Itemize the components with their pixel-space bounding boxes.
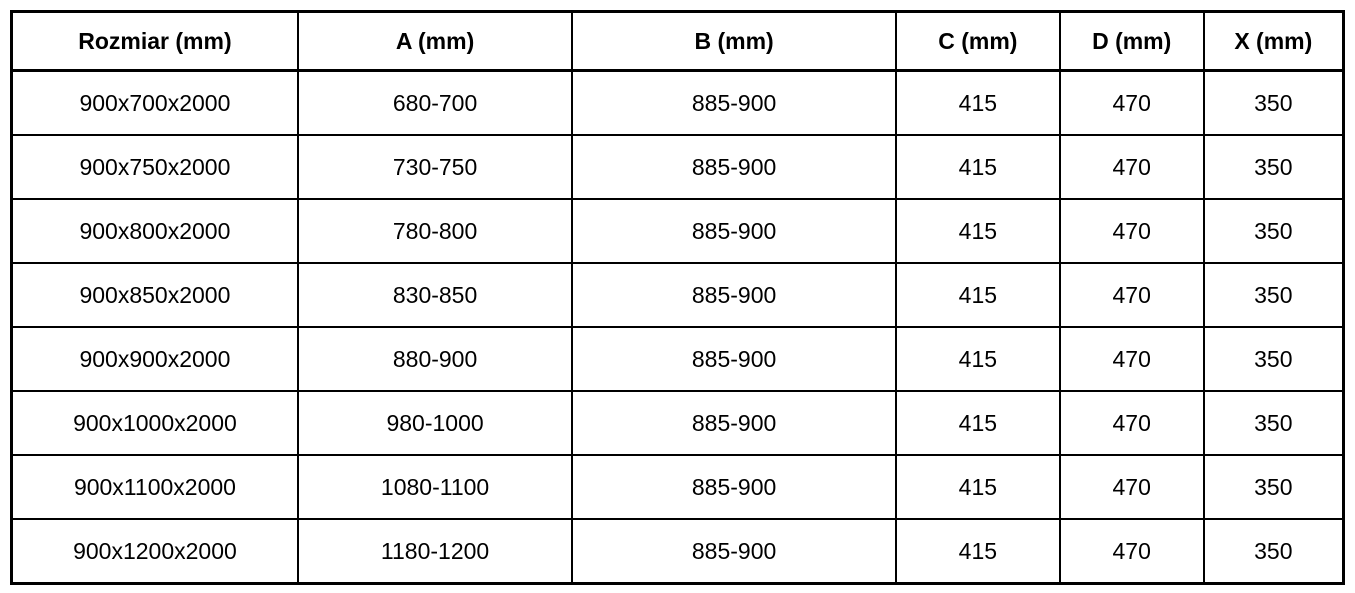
table-cell: 885-900 [572, 391, 896, 455]
column-header-a: A (mm) [298, 12, 572, 71]
table-cell: 470 [1060, 263, 1204, 327]
table-cell: 470 [1060, 71, 1204, 136]
table-row [12, 263, 1344, 327]
table-cell: 900x1000x2000 [12, 391, 298, 455]
table-cell: 900x1100x2000 [12, 455, 298, 519]
table-cell: 885-900 [572, 327, 896, 391]
column-header-b: B (mm) [572, 12, 896, 71]
table-cell: 470 [1060, 455, 1204, 519]
table-cell: 900x900x2000 [12, 327, 298, 391]
table-cell: 415 [896, 391, 1060, 455]
table-row [12, 327, 1344, 391]
column-header-d: D (mm) [1060, 12, 1204, 71]
table-cell: 415 [896, 327, 1060, 391]
table-cell: 350 [1204, 135, 1344, 199]
table-cell: 415 [896, 71, 1060, 136]
table-row [12, 455, 1344, 519]
table-cell: 415 [896, 263, 1060, 327]
table-cell: 350 [1204, 263, 1344, 327]
table-cell: 900x1200x2000 [12, 519, 298, 584]
table-cell: 900x850x2000 [12, 263, 298, 327]
size-spec-table [10, 10, 1345, 585]
table-cell: 680-700 [298, 71, 572, 136]
table-cell: 730-750 [298, 135, 572, 199]
column-header-rozmiar: Rozmiar (mm) [12, 12, 298, 71]
table-cell: 350 [1204, 391, 1344, 455]
table-cell: 470 [1060, 391, 1204, 455]
table-cell: 470 [1060, 519, 1204, 584]
table-cell: 350 [1204, 199, 1344, 263]
header-row [12, 12, 1344, 71]
table-cell: 885-900 [572, 455, 896, 519]
table-cell: 780-800 [298, 199, 572, 263]
column-header-x: X (mm) [1204, 12, 1344, 71]
table-row [12, 199, 1344, 263]
table-cell: 350 [1204, 455, 1344, 519]
table-cell: 885-900 [572, 71, 896, 136]
table-cell: 885-900 [572, 135, 896, 199]
table-cell: 470 [1060, 199, 1204, 263]
table-cell: 470 [1060, 135, 1204, 199]
table-cell: 900x800x2000 [12, 199, 298, 263]
table-cell: 350 [1204, 71, 1344, 136]
table-row [12, 71, 1344, 136]
table-row [12, 519, 1344, 584]
table-row [12, 135, 1344, 199]
table-cell: 350 [1204, 519, 1344, 584]
table-cell: 980-1000 [298, 391, 572, 455]
table-cell: 885-900 [572, 199, 896, 263]
table-cell: 1180-1200 [298, 519, 572, 584]
table-cell: 900x750x2000 [12, 135, 298, 199]
table-row [12, 391, 1344, 455]
table-cell: 415 [896, 519, 1060, 584]
table-cell: 350 [1204, 327, 1344, 391]
table-cell: 880-900 [298, 327, 572, 391]
table-body [12, 71, 1344, 584]
table-cell: 830-850 [298, 263, 572, 327]
table-cell: 885-900 [572, 519, 896, 584]
table-header [12, 12, 1344, 71]
table-cell: 900x700x2000 [12, 71, 298, 136]
table-cell: 885-900 [572, 263, 896, 327]
table-cell: 415 [896, 455, 1060, 519]
table-cell: 470 [1060, 327, 1204, 391]
table-cell: 415 [896, 135, 1060, 199]
table-cell: 1080-1100 [298, 455, 572, 519]
table-cell: 415 [896, 199, 1060, 263]
column-header-c: C (mm) [896, 12, 1060, 71]
